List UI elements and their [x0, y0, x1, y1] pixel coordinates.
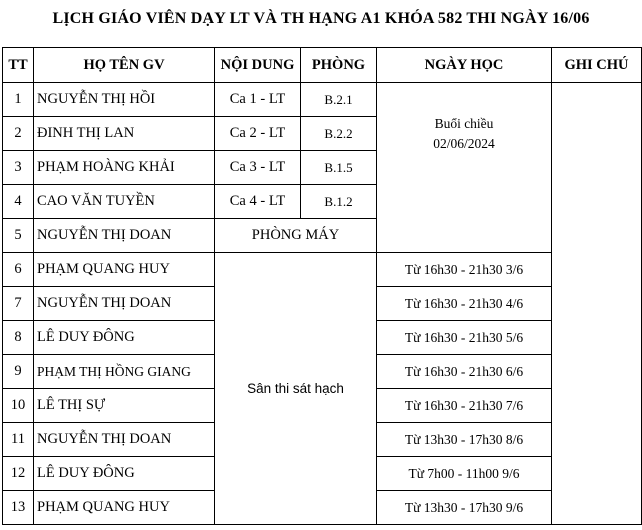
row-ngay: Từ 7h00 - 11h00 9/6	[377, 457, 552, 491]
row-name: LÊ DUY ĐÔNG	[34, 321, 215, 355]
buoi-chieu-cell	[377, 83, 552, 253]
row-tt: 2	[3, 117, 34, 151]
row-tt: 13	[3, 491, 34, 525]
row-name: NGUYỄN THỊ DOAN	[34, 219, 215, 253]
row-ngay: Từ 16h30 - 21h30 3/6	[377, 253, 552, 287]
row-ngay: Từ 16h30 - 21h30 7/6	[377, 389, 552, 423]
buoi-chieu-label: Buổi chiều	[434, 115, 494, 131]
row-ngay: Từ 13h30 - 17h30 9/6	[377, 491, 552, 525]
row-name: CAO VĂN TUYỀN	[34, 185, 215, 219]
row-noi-dung: Ca 1 - LT	[215, 83, 301, 117]
header-noi-dung: NỘI DUNG	[215, 48, 301, 83]
row-phong: B.1.5	[301, 151, 377, 185]
san-thi-cell: Sân thi sát hạch	[215, 253, 377, 525]
header-row	[3, 48, 642, 83]
row-tt: 6	[3, 253, 34, 287]
row-ngay: Từ 16h30 - 21h30 4/6	[377, 287, 552, 321]
phong-may-cell: PHÒNG MÁY	[215, 219, 377, 253]
row-name: ĐINH THỊ LAN	[34, 117, 215, 151]
row-tt: 4	[3, 185, 34, 219]
row-name: PHẠM THỊ HỒNG GIANG	[34, 355, 215, 389]
row-phong: B.2.1	[301, 83, 377, 117]
row-ngay: Từ 16h30 - 21h30 5/6	[377, 321, 552, 355]
row-name: PHẠM HOÀNG KHẢI	[34, 151, 215, 185]
row-tt: 7	[3, 287, 34, 321]
buoi-chieu-date: 02/06/2024	[433, 135, 495, 151]
row-noi-dung: Ca 4 - LT	[215, 185, 301, 219]
header-phong: PHÒNG	[301, 48, 377, 83]
row-name: LÊ THỊ SỰ	[34, 389, 215, 423]
row-name: NGUYỄN THỊ DOAN	[34, 423, 215, 457]
header-ngay-hoc: NGÀY HỌC	[377, 48, 552, 83]
row-tt: 3	[3, 151, 34, 185]
row-tt: 10	[3, 389, 34, 423]
row-tt: 12	[3, 457, 34, 491]
page-title: LỊCH GIÁO VIÊN DẠY LT VÀ TH HẠNG A1 KHÓA 582 THI NGÀY 16/06	[52, 10, 590, 27]
ghi-chu-cell	[552, 83, 642, 525]
row-name: LÊ DUY ĐÔNG	[34, 457, 215, 491]
header-tt: TT	[3, 48, 34, 83]
row-tt: 8	[3, 321, 34, 355]
row-name: PHẠM QUANG HUY	[34, 491, 215, 525]
schedule-table	[2, 47, 642, 525]
row-tt: 5	[3, 219, 34, 253]
header-ghi-chu: GHI CHÚ	[552, 48, 642, 83]
row-tt: 1	[3, 83, 34, 117]
row-noi-dung: Ca 3 - LT	[215, 151, 301, 185]
row-tt: 9	[3, 355, 34, 389]
row-phong: B.1.2	[301, 185, 377, 219]
row-ngay: Từ 16h30 - 21h30 6/6	[377, 355, 552, 389]
row-ngay: Từ 13h30 - 17h30 8/6	[377, 423, 552, 457]
row-noi-dung: Ca 2 - LT	[215, 117, 301, 151]
row-tt: 11	[3, 423, 34, 457]
row-phong: B.2.2	[301, 117, 377, 151]
row-name: PHẠM QUANG HUY	[34, 253, 215, 287]
header-ho-ten: HỌ TÊN GV	[34, 48, 215, 83]
table-row	[3, 83, 642, 117]
row-name: NGUYỄN THỊ DOAN	[34, 287, 215, 321]
row-name: NGUYỄN THỊ HỒI	[34, 83, 215, 117]
table-row	[3, 253, 642, 287]
